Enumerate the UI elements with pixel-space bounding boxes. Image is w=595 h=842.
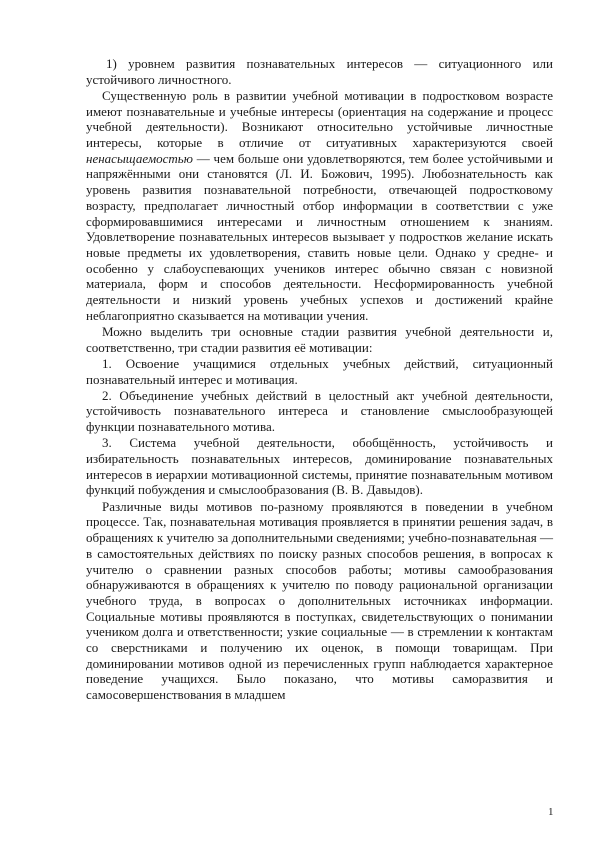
list-item-2 — [86, 388, 553, 435]
text-run: — чем больше они удовлетворяются, тем более устойчивыми и напряжёнными они становятся (Л. И. Божович, 1995). Любознательность как уровень развития познавательной потребности, отвечающей подростковому возрасту, предполагает личностный отбор информации в соответствии с уже сформировавшимися интересами и личностным отношением к знаниям. Удовлетворение познавательных интересов вызывает у подростков желание искать новые предметы их удовлетворения, ставить новые цели. Однако у средне- и особенно у слабоуспевающих учеников интерес обычно связан с новизной материала, форм и способов деятельности. Несформированность учебной деятельности и низкий уровень учебных успехов и достижений крайне неблагоприятно сказывается на мотивации учения. — [86, 150, 553, 323]
text-run: Различные виды мотивов по-разному проявляются в поведении в учебном процессе. Так, познавательная мотивация проявляется в принятии решения задач, в обращениях к учителю за дополнительными сведениями; учебно-познавательная — в самостоятельных действиях по поиску разных способов решения, в вопросах к учителю о сравнении разных способов работы; мотивы самообразования обнаруживаются в обращениях к учителю по поводу рациональной организации учебного труда, в вопросах о дополнительных источниках информации. Социальные мотивы проявляются в поступках, свидетельствующих о понимании учеником долга и ответственности; узкие социальные — в стремлении к контактам со сверстниками и получению их оценок, в помощи товарищам. При доминировании мотивов одной из перечисленных групп наблюдается характерное поведение учащихся. Было показано, что мотивы саморазвития и самосовершенствования в младшем — [86, 498, 553, 703]
document-page — [86, 56, 553, 703]
text-run: 3. Система учебной деятельности, обобщённость, устойчивость и избирательность познавательных интересов, доминирование познавательных интересов в иерархии мотивационной системы, принятие познавательным мотивом функций побуждения и смыслообразования (В. В. Давыдов). — [86, 435, 553, 498]
text-run: 2. Объединение учебных действий в целостный акт учебной деятельности, устойчивость познавательного интереса и становление смыслообразующей функции познавательного мотива. — [86, 387, 553, 435]
paragraph-0 — [86, 56, 553, 87]
text-run: Существенную роль в развитии учебной мотивации в подростковом возрасте имеют познавательные и учебные интересы (ориентация на содержание и процесс учебной деятельности). Возникают относительно устойчивые личностные интересы, которые в отличие от ситуативных характеризуются своей — [86, 87, 553, 151]
text-run: 1) уровнем развития познавательных интересов — ситуационного или устойчивого личностного. — [86, 56, 553, 87]
paragraph-2 — [86, 324, 553, 355]
paragraph-6 — [86, 499, 553, 703]
text-run: 1. Освоение учащимися отдельных учебных действий, ситуационный познавательный интерес и мотивация. — [86, 355, 553, 387]
italic-term: ненасыщаемостью — [86, 150, 193, 166]
page-number: 1 — [548, 806, 554, 818]
paragraph-1 — [86, 88, 553, 324]
list-item-1 — [86, 356, 553, 387]
text-run: Можно выделить три основные стадии развития учебной деятельности и, соответственно, три стадии развития её мотивации: — [86, 323, 553, 355]
list-item-3 — [86, 435, 553, 498]
